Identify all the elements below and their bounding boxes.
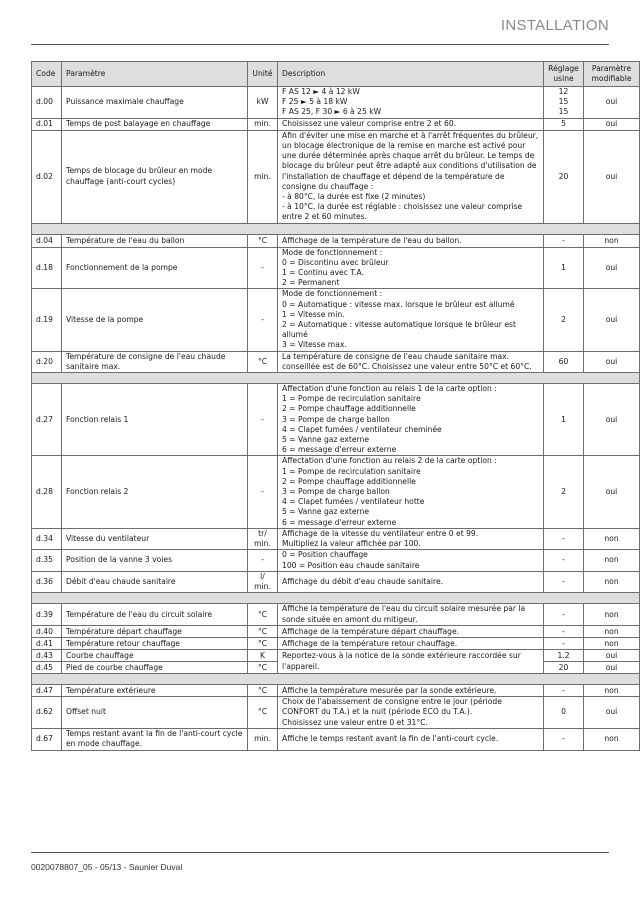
param-description-line: - à 80°C, la durée est fixe (2 minutes) [282, 191, 426, 201]
param-description-line: Affichage de la température départ chauffage. [282, 626, 460, 636]
param-name: Température de l'eau du circuit solaire [62, 604, 248, 626]
factory-setting-line: 0 [561, 707, 566, 717]
param-unit: °C [248, 604, 278, 626]
section-title: INSTALLATION [500, 17, 609, 34]
factory-setting-line: - [562, 626, 565, 636]
col-header-param: Paramètre [62, 62, 248, 87]
param-name: Temps de blocage du brûleur en mode chauffage (anti-court cycles) [62, 130, 248, 223]
modifiable-flag: non [584, 604, 640, 626]
modifiable-flag: oui [584, 351, 640, 372]
modifiable-flag: non [584, 626, 640, 638]
param-description-line: Affiche la température mesurée par la sonde extérieure. [282, 685, 497, 695]
param-description-line: 2 = Automatique : vitesse automatique lorsque le brûleur est allumé [282, 320, 516, 340]
param-name: Température départ chauffage [62, 626, 248, 638]
modifiable-flag: non [584, 528, 640, 549]
separator-cell [32, 223, 640, 234]
param-unit: - [248, 550, 278, 571]
factory-setting [544, 650, 584, 662]
factory-setting [544, 685, 584, 697]
factory-setting-line: 15 [558, 107, 569, 117]
param-unit: K [248, 650, 278, 662]
table-row [32, 550, 640, 571]
param-description-line: 6 = message d'erreur externe [282, 517, 397, 527]
param-description-line: F AS 12 ► 4 à 12 kW [282, 87, 360, 96]
modifiable-flag: oui [584, 650, 640, 662]
factory-setting-line: - [562, 576, 565, 586]
param-description-line: Affichage de la vitesse du ventilateur entre 0 et 99. [282, 528, 479, 538]
table-row [32, 685, 640, 697]
param-description-line: 1 = Pompe de recirculation sanitaire [282, 394, 421, 404]
modifiable-flag: oui [584, 247, 640, 289]
param-description-line: Choisissez une valeur entre 0 et 31°C. [282, 717, 428, 727]
separator-cell [32, 373, 640, 384]
modifiable-flag: oui [584, 662, 640, 674]
factory-setting-line: 1 [561, 262, 566, 272]
param-description-line: Affichage du débit d'eau chaude sanitaire. [282, 576, 444, 586]
param-description [278, 87, 544, 119]
param-name: Fonction relais 1 [62, 384, 248, 456]
param-unit: °C [248, 351, 278, 372]
param-name: Température retour chauffage [62, 638, 248, 650]
param-code: d.18 [32, 247, 62, 289]
param-code: d.04 [32, 234, 62, 247]
param-unit: - [248, 247, 278, 289]
param-unit: °C [248, 685, 278, 697]
param-description-line: Affectation d'une fonction au relais 1 de la carte option : [282, 384, 497, 394]
factory-setting [544, 697, 584, 729]
col-header-factory: Réglage usine [544, 62, 584, 87]
param-description [278, 247, 544, 289]
param-description-line: 0 = Position chauffage [282, 550, 368, 560]
param-description-line: 2 = Pompe chauffage additionnelle [282, 404, 416, 414]
param-unit: °C [248, 234, 278, 247]
table-row [32, 456, 640, 528]
param-description [278, 130, 544, 223]
table-row [32, 234, 640, 247]
param-name: Température extérieure [62, 685, 248, 697]
modifiable-flag: oui [584, 697, 640, 729]
param-unit: °C [248, 662, 278, 674]
param-unit: °C [248, 697, 278, 729]
factory-setting [544, 528, 584, 549]
param-description-line: 1 = Vitesse min. [282, 309, 345, 319]
param-description-line: 1 = Pompe de recirculation sanitaire [282, 466, 421, 476]
param-description-line: - à 10°C, la durée est réglable : choisissez une valeur comprise entre 2 et 60 minutes. [282, 202, 523, 222]
param-description-line: 5 = Vanne gaz externe [282, 507, 370, 517]
param-name: Fonctionnement de la pompe [62, 247, 248, 289]
param-description-line: Afin d'éviter une mise en marche et à l'arrêt fréquentes du brûleur, un blocage électronique de la remise en marche est activé pour une durée déterminée après chaque arrêt du brûleur. Le temps de blocage du brûleur peut être adapté aux conditions d'utilisation de l'installation de chauffage et dépend de la température de consigne du chauffage : [282, 130, 539, 191]
factory-setting-line: - [562, 734, 565, 744]
param-code: d.27 [32, 384, 62, 456]
table-row [32, 697, 640, 729]
param-unit: tr/ min. [248, 528, 278, 549]
param-description [278, 118, 544, 130]
param-description-line: Mode de fonctionnement : [282, 247, 383, 257]
modifiable-flag: oui [584, 456, 640, 528]
param-description [278, 638, 544, 650]
table-row [32, 118, 640, 130]
param-description-line: 0 = Automatique : vitesse max. lorsque le brûleur est allumé [282, 299, 515, 309]
factory-setting-line: - [562, 685, 565, 695]
factory-setting-line: 15 [558, 97, 569, 107]
param-code: d.35 [32, 550, 62, 571]
param-name: Pied de courbe chauffage [62, 662, 248, 674]
factory-setting-line: 1 [561, 414, 566, 424]
table-row [32, 384, 640, 456]
param-code: d.28 [32, 456, 62, 528]
table-row [32, 626, 640, 638]
factory-setting-line: - [562, 533, 565, 543]
param-code: d.00 [32, 87, 62, 119]
section-separator-row [32, 373, 640, 384]
factory-setting-line: - [562, 609, 565, 619]
factory-setting-line: 1.2 [557, 650, 570, 660]
factory-setting [544, 247, 584, 289]
factory-setting-line: 20 [558, 171, 569, 181]
table-row [32, 87, 640, 119]
param-name: Temps restant avant la fin de l'anti-court cycle en mode chauffage. [62, 728, 248, 750]
param-description-line: 3 = Pompe de charge ballon [282, 414, 390, 424]
section-separator-row [32, 674, 640, 685]
modifiable-flag: oui [584, 384, 640, 456]
param-code: d.34 [32, 528, 62, 549]
parameter-table [31, 61, 640, 751]
param-description-line: F 25 ► 5 à 18 kW [282, 97, 348, 107]
factory-setting [544, 456, 584, 528]
table-row [32, 528, 640, 549]
modifiable-flag: oui [584, 87, 640, 119]
param-name: Vitesse de la pompe [62, 289, 248, 351]
param-name: Position de la vanne 3 voies [62, 550, 248, 571]
factory-setting [544, 234, 584, 247]
table-row [32, 571, 640, 592]
param-code: d.62 [32, 697, 62, 729]
top-rule [31, 44, 609, 45]
param-description-line: 2 = Pompe chauffage additionnelle [282, 476, 416, 486]
param-name: Débit d'eau chaude sanitaire [62, 571, 248, 592]
table-row [32, 351, 640, 372]
param-description [278, 650, 544, 674]
param-name: Vitesse du ventilateur [62, 528, 248, 549]
factory-setting [544, 550, 584, 571]
separator-cell [32, 674, 640, 685]
modifiable-flag: non [584, 638, 640, 650]
col-header-modifiable: Paramètre modifiable [584, 62, 640, 87]
param-unit: °C [248, 638, 278, 650]
param-description-line: 3 = Vitesse max. [282, 340, 347, 350]
param-code: d.02 [32, 130, 62, 223]
modifiable-flag: non [584, 685, 640, 697]
table-row [32, 604, 640, 626]
factory-setting [544, 130, 584, 223]
param-unit: °C [248, 626, 278, 638]
param-name: Température de l'eau du ballon [62, 234, 248, 247]
factory-setting [544, 662, 584, 674]
table-row [32, 638, 640, 650]
param-code: d.01 [32, 118, 62, 130]
factory-setting [544, 289, 584, 351]
factory-setting [544, 384, 584, 456]
param-description-line: 100 = Position eau chaude sanitaire [282, 560, 420, 570]
factory-setting [544, 87, 584, 119]
factory-setting-line: 5 [561, 119, 566, 128]
factory-setting-line: 12 [558, 87, 569, 96]
param-description-line: 4 = Clapet fumées / ventilateur hotte [282, 497, 425, 507]
factory-setting [544, 571, 584, 592]
param-description-line: Choix de l'abaissement de consigne entre le jour (période CONFORT du T.A.) et la nuit (période ECO du T.A.). [282, 697, 502, 717]
param-code: d.36 [32, 571, 62, 592]
param-description-line: Affiche la température de l'eau du circuit solaire mesurée par la sonde située en amont du mitigeur. [282, 604, 526, 624]
param-code: d.41 [32, 638, 62, 650]
modifiable-flag: oui [584, 118, 640, 130]
factory-setting-line: 20 [558, 662, 569, 672]
param-description [278, 456, 544, 528]
factory-setting [544, 351, 584, 372]
param-description-line: 6 = message d'erreur externe [282, 445, 397, 455]
modifiable-flag: oui [584, 130, 640, 223]
param-code: d.67 [32, 728, 62, 750]
table-row [32, 650, 640, 662]
modifiable-flag: oui [584, 289, 640, 351]
param-description-line: Affiche le temps restant avant la fin de l'anti-court cycle. [282, 734, 499, 744]
table-row [32, 247, 640, 289]
param-description-line: Reportez-vous à la notice de la sonde extérieure raccordée sur l'appareil. [282, 651, 521, 671]
param-code: d.47 [32, 685, 62, 697]
param-description-line: Multipliez la valeur affichée par 100. [282, 539, 421, 549]
param-name: Température de consigne de l'eau chaude sanitaire max. [62, 351, 248, 372]
param-description-line: Affichage de la température retour chauffage. [282, 638, 458, 648]
param-description-line: 3 = Pompe de charge ballon [282, 487, 390, 497]
modifiable-flag: non [584, 550, 640, 571]
table-row [32, 728, 640, 750]
factory-setting [544, 626, 584, 638]
param-description-line: Affectation d'une fonction au relais 2 de la carte option : [282, 456, 497, 466]
separator-cell [32, 593, 640, 604]
factory-setting [544, 728, 584, 750]
param-description [278, 289, 544, 351]
param-code: d.39 [32, 604, 62, 626]
param-name: Offset nuit [62, 697, 248, 729]
param-description [278, 697, 544, 729]
section-separator-row [32, 593, 640, 604]
param-code: d.20 [32, 351, 62, 372]
col-header-desc: Description [278, 62, 544, 87]
section-separator-row [32, 223, 640, 234]
param-description-line: F AS 25, F 30 ► 6 à 25 kW [282, 107, 382, 117]
param-code: d.43 [32, 650, 62, 662]
param-unit: - [248, 384, 278, 456]
param-unit: min. [248, 118, 278, 130]
param-description-line: Choisissez une valeur comprise entre 2 et 60. [282, 119, 457, 128]
factory-setting-line: - [562, 638, 565, 648]
param-description-line: Mode de fonctionnement : [282, 289, 383, 299]
param-description [278, 384, 544, 456]
param-description [278, 604, 544, 626]
param-code: d.40 [32, 626, 62, 638]
param-name: Fonction relais 2 [62, 456, 248, 528]
footer-rule [31, 852, 609, 853]
modifiable-flag: non [584, 234, 640, 247]
param-description [278, 626, 544, 638]
param-description [278, 685, 544, 697]
param-description-line: 5 = Vanne gaz externe [282, 435, 370, 445]
param-description-line: Affichage de la température de l'eau du ballon. [282, 235, 462, 245]
param-description-line: 4 = Clapet fumées / ventilateur cheminée [282, 424, 442, 434]
factory-setting [544, 118, 584, 130]
factory-setting-line: 60 [558, 356, 569, 366]
param-description [278, 728, 544, 750]
param-code: d.45 [32, 662, 62, 674]
col-header-unit: Unité [248, 62, 278, 87]
table-row [32, 289, 640, 351]
modifiable-flag: non [584, 728, 640, 750]
factory-setting-line: - [562, 235, 565, 245]
param-description [278, 528, 544, 549]
col-header-code: Code [32, 62, 62, 87]
param-unit: kW [248, 87, 278, 119]
modifiable-flag: non [584, 571, 640, 592]
param-unit: - [248, 456, 278, 528]
param-description [278, 550, 544, 571]
param-description-line: 2 = Permanent [282, 278, 340, 288]
table-body [32, 87, 640, 751]
param-name: Courbe chauffage [62, 650, 248, 662]
factory-setting [544, 604, 584, 626]
factory-setting-line: 2 [561, 314, 566, 324]
param-description [278, 351, 544, 372]
factory-setting-line: 2 [561, 487, 566, 497]
table-row [32, 130, 640, 223]
param-description-line: La température de consigne de l'eau chaude sanitaire max. conseillée est de 60°C. Choisissez une valeur entre 50°C et 60°C. [282, 351, 532, 371]
footer-text: 0020078807_05 - 05/13 - Saunier Duval [31, 862, 183, 872]
param-unit: min. [248, 130, 278, 223]
param-name: Puissance maximale chauffage [62, 87, 248, 119]
param-description-line: 1 = Continu avec T.A. [282, 268, 364, 278]
factory-setting [544, 638, 584, 650]
factory-setting-line: - [562, 555, 565, 565]
param-description [278, 571, 544, 592]
param-unit: min. [248, 728, 278, 750]
param-description-line: 0 = Discontinu avec brûleur [282, 257, 389, 267]
param-name: Temps de post balayage en chauffage [62, 118, 248, 130]
param-code: d.19 [32, 289, 62, 351]
table-header-row [32, 62, 640, 87]
param-description [278, 234, 544, 247]
param-unit: l/ min. [248, 571, 278, 592]
param-unit: - [248, 289, 278, 351]
